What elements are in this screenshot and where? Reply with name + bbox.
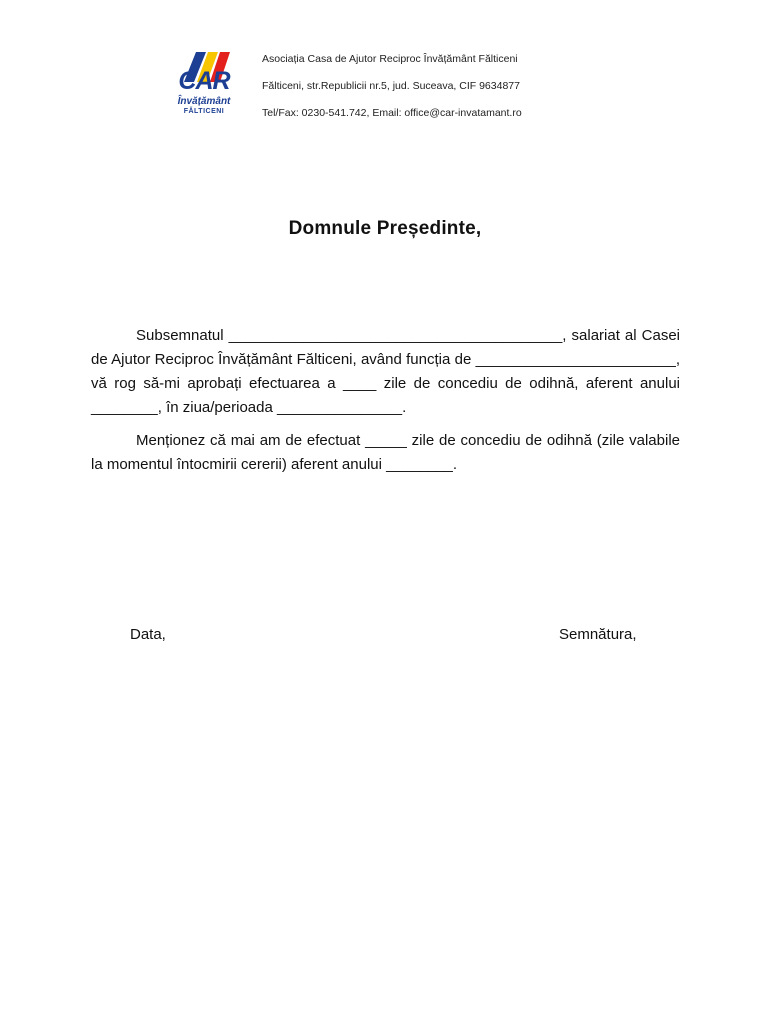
logo-subtitle: Învățământ bbox=[177, 96, 231, 107]
remaining-days-paragraph: Menționez că mai am de efectuat _____ zile de concediu de odihnă (zile valabile la momentul întocmirii cererii) aferent anului ________. bbox=[91, 432, 680, 473]
signature-label: Semnătura, bbox=[559, 626, 637, 643]
car-logo bbox=[170, 44, 238, 120]
organization-name: Asociația Casa de Ajutor Reciproc Învățământ Fălticeni bbox=[262, 53, 518, 65]
logo-text: CAR bbox=[178, 67, 230, 95]
logo-city: FĂLTICENI bbox=[183, 108, 225, 115]
document-title: Domnule Președinte, bbox=[288, 218, 482, 239]
organization-contact: Tel/Fax: 0230-541.742, Email: office@car-invatamant.ro bbox=[262, 107, 522, 119]
date-label: Data, bbox=[130, 626, 166, 643]
organization-address: Fălticeni, str.Republicii nr.5, jud. Suceava, CIF 9634877 bbox=[262, 80, 520, 92]
request-paragraph: Subsemnatul ________________________________________, salariat al Casei de Ajutor Reciproc Învățământ Fălticeni, având funcția de ________________________, vă rog să-mi aprobați efectuarea a ____ zile de concediu de odihnă, aferent anului ________, în ziua/perioada _______________. bbox=[91, 327, 680, 416]
request-body bbox=[91, 324, 680, 486]
letterhead bbox=[262, 46, 522, 127]
